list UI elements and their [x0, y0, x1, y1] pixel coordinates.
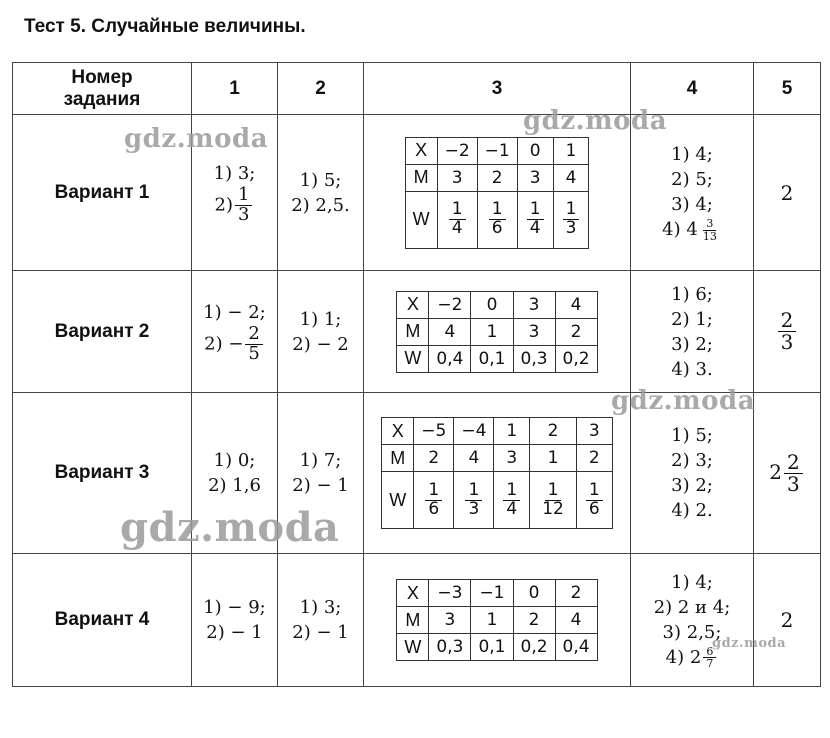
answer-text: 1) 3; [299, 597, 342, 618]
answer-text: 1) 6; [671, 283, 713, 305]
distribution-row-w [397, 345, 597, 372]
fraction-numerator: 2 [784, 452, 803, 474]
fraction-denominator: 6 [588, 498, 600, 519]
distribution-row-label: M [397, 318, 429, 345]
answer-text: 1) − 2; [203, 301, 266, 323]
fraction-denominator: 12 [542, 498, 564, 519]
answer-text: 1) 4; [671, 144, 713, 166]
variant-row [13, 554, 821, 687]
distribution-row-x [382, 418, 612, 445]
answer-line [631, 142, 753, 167]
answer-text: 2) 2,5. [291, 194, 350, 216]
answer-text: 2) − 1 [292, 475, 349, 496]
answer-line [278, 307, 363, 332]
distribution-value: −5 [414, 418, 454, 445]
distribution-table [396, 579, 597, 661]
distribution-value: 0,2 [513, 634, 555, 661]
distribution-value [553, 191, 589, 248]
distribution-value: 0 [517, 137, 553, 164]
fraction [703, 646, 716, 670]
answer-text: 1) 7; [299, 450, 342, 471]
fraction [527, 201, 544, 238]
fraction-denominator: 3 [468, 498, 480, 519]
fraction [465, 479, 482, 519]
task3-answer [364, 271, 631, 393]
distribution-value: −3 [429, 580, 471, 607]
fraction-denominator: 5 [248, 342, 260, 364]
distribution-row-w [382, 472, 612, 529]
distribution-row-w [397, 634, 597, 661]
distribution-value: 2 [555, 580, 597, 607]
answer-text: 1) 1; [299, 308, 342, 330]
distribution-value [517, 191, 553, 248]
fraction-numerator: 1 [489, 201, 506, 220]
answer-text: 1) 4; [671, 571, 713, 593]
distribution-row-label: X [397, 291, 429, 318]
answer-line [278, 473, 363, 498]
answer-text: 2) 1; [671, 308, 713, 330]
distribution-table [396, 291, 597, 373]
fraction [586, 479, 603, 519]
header-col-1: 1 [192, 63, 278, 115]
distribution-value: −1 [477, 137, 517, 164]
answer-line [278, 448, 363, 473]
task5-answer [754, 115, 821, 271]
task1-answer [192, 554, 278, 687]
variant-row [13, 115, 821, 271]
variant-row [13, 271, 821, 393]
distribution-row-x [405, 137, 589, 164]
task2-answer [278, 271, 364, 393]
task1-answer [192, 271, 278, 393]
fraction-denominator: 3 [565, 218, 577, 238]
task5-answer [754, 271, 821, 393]
distribution-value: 2 [576, 445, 612, 472]
answer-line [631, 217, 753, 242]
distribution-value: 3 [437, 164, 477, 191]
answer-line [631, 332, 753, 357]
fraction-denominator: 7 [706, 657, 714, 671]
answer-line [278, 332, 363, 357]
answer-text: 2) − 1 [206, 622, 263, 643]
distribution-row-label: M [405, 164, 437, 191]
distribution-row-w [405, 191, 589, 248]
task1-answer [192, 115, 278, 271]
fraction-numerator: 1 [527, 201, 544, 220]
answer-text: 3) 4; [671, 194, 713, 216]
answer-line [192, 595, 277, 620]
header-row [13, 63, 821, 115]
fraction [449, 201, 466, 238]
answer-text: 4) 3. [671, 358, 713, 380]
answer-line [192, 448, 277, 473]
fraction-numerator: 1 [545, 482, 562, 501]
distribution-value: 3 [429, 607, 471, 634]
distribution-row-m [405, 164, 589, 191]
answer-text: 2) − 2 [292, 333, 349, 355]
answer-text: 2) − [204, 333, 244, 354]
distribution-value: 1 [530, 445, 577, 472]
task5-answer [754, 393, 821, 554]
answer-text: 3) 2,5; [662, 621, 722, 643]
distribution-value: 3 [513, 291, 555, 318]
distribution-table [381, 417, 612, 529]
distribution-value: 2 [530, 418, 577, 445]
answer-line [192, 620, 277, 645]
answers-table [12, 62, 821, 687]
distribution-row-label: M [382, 445, 414, 472]
fraction-denominator: 4 [506, 498, 518, 519]
variant-row [13, 393, 821, 554]
answer-text: 3) 2; [671, 333, 713, 355]
distribution-value: 3 [494, 445, 530, 472]
rows-body [13, 115, 821, 687]
variant-label: Вариант 3 [13, 393, 192, 554]
task2-answer [278, 393, 364, 554]
answer-line [631, 423, 753, 448]
distribution-value: 0,3 [429, 634, 471, 661]
answer-whole: 2 [769, 459, 782, 484]
distribution-value [414, 472, 454, 529]
answer-text: 2) 2 и 4; [653, 596, 731, 618]
fraction [700, 218, 720, 242]
answer-text: 1) 3; [213, 162, 256, 184]
distribution-row-label: X [397, 580, 429, 607]
task3-answer [364, 115, 631, 271]
answer-line [278, 620, 363, 645]
distribution-value: 3 [513, 318, 555, 345]
watermark: gdz.moda [120, 504, 340, 551]
distribution-value [477, 191, 517, 248]
answer-line [192, 322, 277, 364]
fraction-numerator: 1 [503, 482, 520, 501]
distribution-value: 0,4 [429, 345, 471, 372]
fraction-denominator: 6 [491, 218, 503, 238]
distribution-row-m [382, 445, 612, 472]
distribution-value: 2 [513, 607, 555, 634]
fraction [425, 479, 442, 519]
answer-text: 1) 0; [213, 450, 256, 471]
distribution-value [454, 472, 494, 529]
distribution-table [405, 137, 590, 249]
distribution-value: 0,3 [513, 345, 555, 372]
distribution-value: 0 [471, 291, 513, 318]
distribution-row-label: X [405, 137, 437, 164]
fraction-numerator: 1 [586, 482, 603, 501]
fraction-numerator: 3 [703, 218, 716, 231]
answer-line [631, 307, 753, 332]
answer-line [631, 167, 753, 192]
task4-answer [631, 271, 754, 393]
distribution-value [494, 472, 530, 529]
distribution-value: 0,2 [555, 345, 597, 372]
answer-text: 4) 4 [662, 219, 698, 241]
task2-answer [278, 554, 364, 687]
distribution-value: −2 [429, 291, 471, 318]
fraction-numerator: 1 [235, 186, 252, 206]
fraction-numerator: 6 [703, 646, 716, 659]
distribution-value: 3 [576, 418, 612, 445]
distribution-value: 4 [454, 445, 494, 472]
header-task-number: Номер задания [13, 63, 192, 115]
distribution-value: 0 [513, 580, 555, 607]
answer-text: 1) − 9; [203, 597, 266, 618]
distribution-value: 2 [477, 164, 517, 191]
fraction-denominator: 4 [529, 218, 541, 238]
fraction-denominator: 4 [451, 218, 463, 238]
answer-line [631, 357, 753, 382]
answer-line [192, 161, 277, 186]
distribution-value: 3 [517, 164, 553, 191]
distribution-row-m [397, 318, 597, 345]
fraction-denominator: 3 [238, 203, 250, 225]
distribution-value: 1 [494, 418, 530, 445]
answer-text: 2) 5; [671, 169, 713, 191]
answer-whole: 2 [780, 180, 794, 205]
header-col-4: 4 [631, 63, 754, 115]
task4-answer [631, 115, 754, 271]
answer-line [278, 168, 363, 193]
answer-line [192, 300, 277, 325]
distribution-value [437, 191, 477, 248]
variant-label: Вариант 1 [13, 115, 192, 271]
distribution-value: −2 [437, 137, 477, 164]
answer-line [631, 282, 753, 307]
distribution-value: 2 [555, 318, 597, 345]
task1-answer [192, 393, 278, 554]
answer-line [631, 620, 753, 645]
distribution-row-label: M [397, 607, 429, 634]
answer-line [631, 595, 753, 620]
distribution-value: 0,4 [555, 634, 597, 661]
distribution-value: −4 [454, 418, 494, 445]
page-title: Тест 5. Случайные величины. [24, 16, 306, 37]
answer-line [278, 595, 363, 620]
answer-line [192, 473, 277, 498]
distribution-value: 4 [429, 318, 471, 345]
header-col-3: 3 [364, 63, 631, 115]
header-col-5: 5 [754, 63, 821, 115]
answer-line [192, 183, 277, 225]
fraction-denominator: 3 [787, 471, 800, 496]
distribution-value: 4 [555, 291, 597, 318]
distribution-row-label: W [405, 191, 437, 248]
answer-text: 1) 5; [671, 425, 713, 446]
distribution-value: 1 [471, 318, 513, 345]
answer-text: 2) − 1 [292, 622, 349, 643]
fraction [563, 201, 580, 238]
distribution-row-label: X [382, 418, 414, 445]
distribution-row-m [397, 607, 597, 634]
answer-line [631, 448, 753, 473]
watermark: gdz.moda [523, 106, 668, 136]
distribution-value [530, 472, 577, 529]
fraction-numerator: 1 [563, 201, 580, 220]
fraction [235, 183, 252, 225]
watermark: gdz.moda [712, 636, 787, 651]
fraction [539, 479, 567, 519]
distribution-row-x [397, 580, 597, 607]
distribution-value: −1 [471, 580, 513, 607]
answer-text: 4) 2 [665, 646, 702, 668]
distribution-value: 1 [553, 137, 589, 164]
task3-answer [364, 554, 631, 687]
distribution-value: 4 [553, 164, 589, 191]
answer-line [631, 570, 753, 595]
distribution-value: 1 [471, 607, 513, 634]
variant-label: Вариант 4 [13, 554, 192, 687]
fraction-numerator: 2 [245, 325, 262, 345]
task5-answer [754, 554, 821, 687]
fraction-denominator: 13 [702, 229, 717, 243]
answer-text: 2) 1,6 [208, 475, 261, 496]
answer-line [631, 473, 753, 498]
answer-text: 1) 5; [299, 169, 342, 191]
fraction [503, 479, 520, 519]
distribution-row-label: W [397, 634, 429, 661]
fraction [784, 449, 803, 496]
distribution-value: 4 [555, 607, 597, 634]
fraction-numerator: 1 [449, 201, 466, 220]
task2-answer [278, 115, 364, 271]
answer-text: 3) 2; [671, 475, 713, 496]
fraction [245, 322, 262, 364]
answer-whole: 2 [780, 608, 794, 632]
distribution-row-x [397, 291, 597, 318]
answer-text: 2) [214, 194, 234, 215]
task4-answer [631, 554, 754, 687]
fraction-numerator: 1 [425, 482, 442, 501]
fraction [489, 201, 506, 238]
distribution-row-label: W [397, 345, 429, 372]
answer-text: 4) 2. [671, 500, 713, 521]
distribution-row-label: W [382, 472, 414, 529]
distribution-value: 0,1 [471, 345, 513, 372]
variant-label: Вариант 2 [13, 271, 192, 393]
answer-line [631, 645, 753, 670]
distribution-value: 2 [414, 445, 454, 472]
header-col-2: 2 [278, 63, 364, 115]
fraction-numerator: 2 [778, 310, 797, 332]
fraction-numerator: 1 [465, 482, 482, 501]
task4-answer [631, 393, 754, 554]
answer-line [278, 193, 363, 218]
fraction-denominator: 3 [780, 330, 794, 354]
watermark: gdz.moda [611, 386, 756, 416]
fraction [778, 310, 797, 353]
answer-line [631, 498, 753, 523]
fraction-denominator: 6 [428, 498, 440, 519]
watermark: gdz.moda [124, 124, 269, 154]
distribution-value [576, 472, 612, 529]
task3-answer [364, 393, 631, 554]
answer-line [631, 192, 753, 217]
distribution-value: 0,1 [471, 634, 513, 661]
answer-text: 2) 3; [671, 450, 713, 471]
